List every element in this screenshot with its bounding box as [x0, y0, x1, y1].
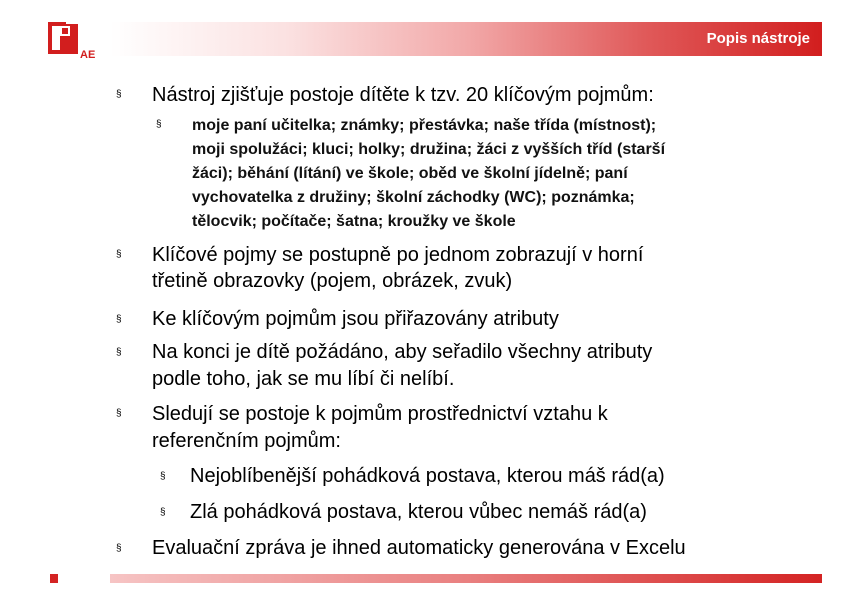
- item-line: Ke klíčovým pojmům jsou přiřazovány atributy: [152, 308, 559, 330]
- subitem-line: Zlá pohádková postava, kterou vůbec nemáš rád(a): [190, 501, 647, 523]
- bullet-icon: §: [116, 408, 122, 419]
- bullet-icon: §: [160, 471, 166, 482]
- item-line: Na konci je dítě požádáno, aby seřadilo všechny atributy: [152, 341, 653, 363]
- concepts-line: žáci); běhání (lítání) ve škole; oběd ve školní jídelně; paní: [192, 165, 628, 182]
- footer-bar: [110, 574, 822, 583]
- footer-square: [50, 574, 58, 583]
- item-line: Sledují se postoje k pojmům prostřednictví vztahu k: [152, 403, 608, 425]
- concepts-line: moje paní učitelka; známky; přestávka; naše třída (místnost);: [192, 117, 657, 134]
- company-logo: [48, 20, 108, 60]
- bullet-icon: §: [116, 314, 122, 325]
- bullet-icon: §: [156, 119, 162, 130]
- bullet-icon: §: [116, 347, 122, 358]
- bullet-icon: §: [116, 249, 122, 260]
- subitem-line: Nejoblíbenější pohádková postava, kterou máš rád(a): [190, 465, 665, 487]
- concepts-line: moji spolužáci; kluci; holky; družina; žáci z vyšších tříd (starší: [192, 141, 666, 158]
- item-line: třetině obrazovky (pojem, obrázek, zvuk): [152, 270, 513, 292]
- item-line: Evaluační zpráva je ihned automaticky generována v Excelu: [152, 537, 686, 559]
- concepts-line: tělocvik; počítače; šatna; kroužky ve škole: [192, 213, 516, 230]
- item-intro: Nástroj zjišťuje postoje dítěte k tzv. 20 klíčovým pojmům:: [152, 84, 654, 106]
- slide-title: Popis nástroje: [706, 30, 810, 47]
- bullet-icon: §: [116, 89, 122, 100]
- concepts-line: vychovatelka z družiny; školní záchodky (WC); poznámka;: [192, 189, 635, 206]
- item-line: referenčním pojmům:: [152, 430, 341, 452]
- item-line: Klíčové pojmy se postupně po jednom zobrazují v horní: [152, 244, 644, 266]
- bullet-icon: §: [116, 543, 122, 554]
- item-line: podle toho, jak se mu líbí či nelíbí.: [152, 368, 455, 390]
- bullet-icon: §: [160, 507, 166, 518]
- logo-brand-text: AE: [80, 49, 96, 60]
- header-bar: [110, 22, 822, 56]
